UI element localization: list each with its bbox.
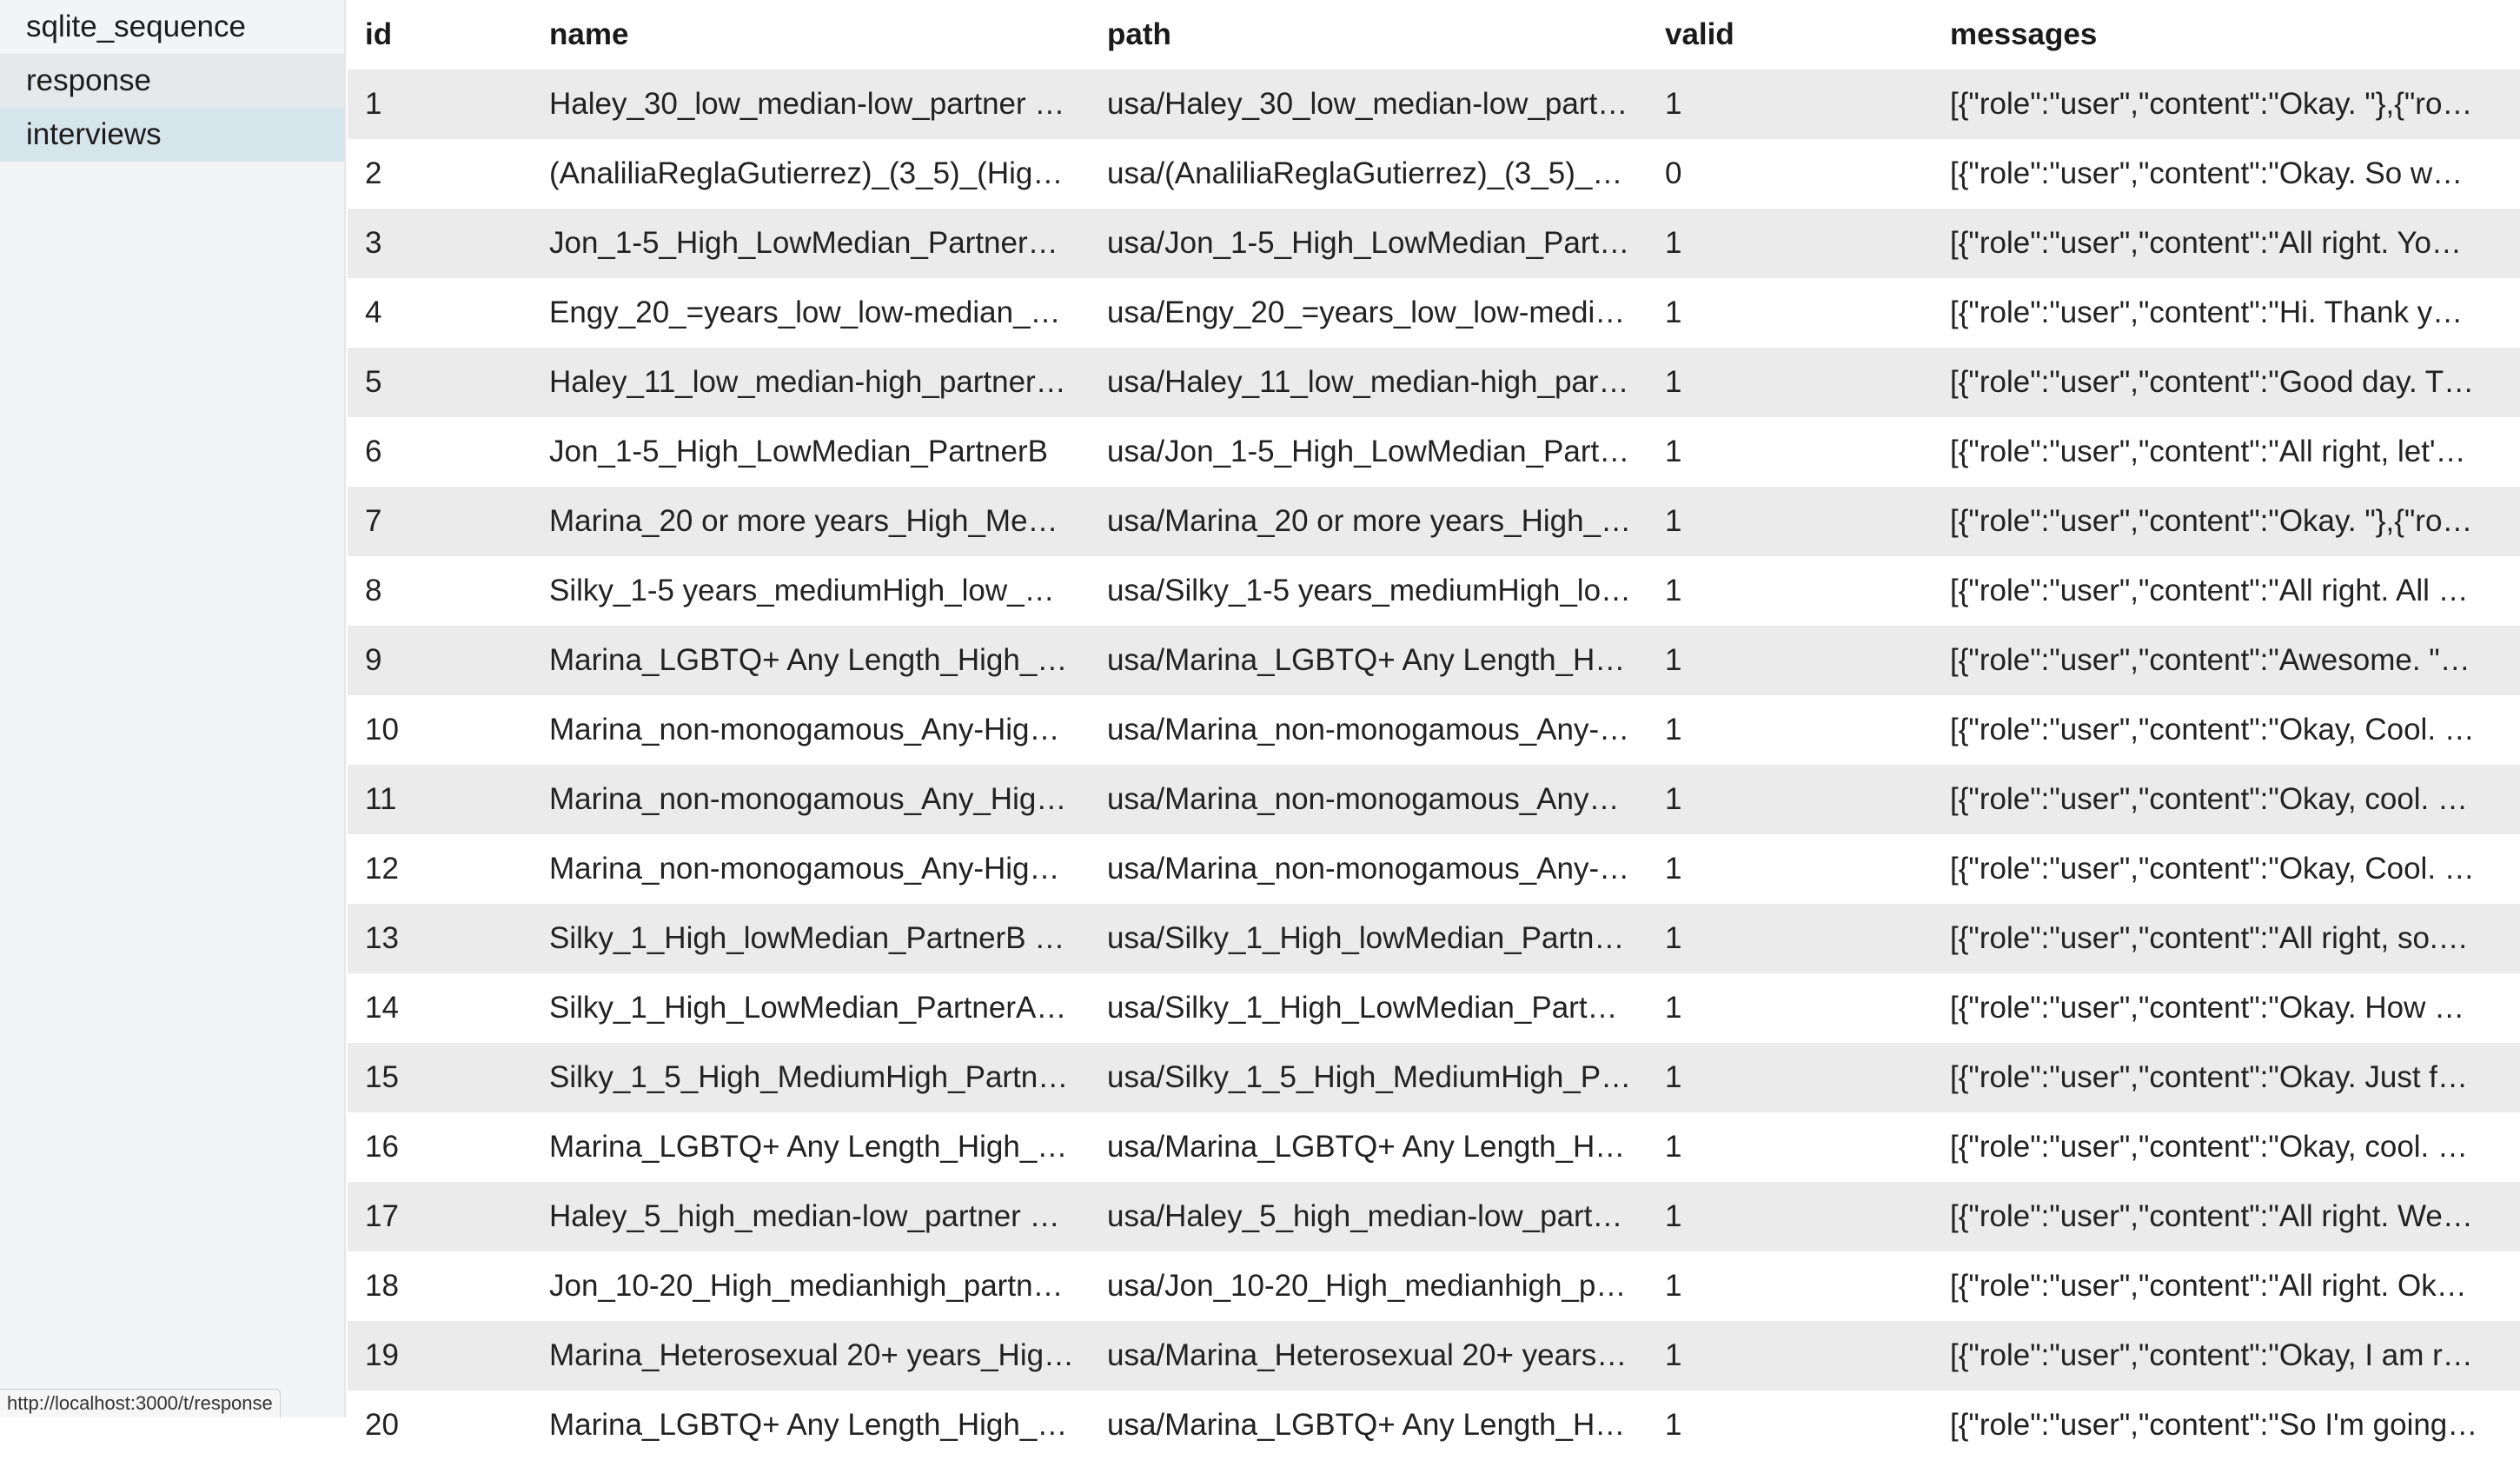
sidebar-item-response[interactable]: response [0, 54, 344, 108]
cell-path[interactable]: usa/Marina_Heterosexual 20+ years… [1090, 1321, 1648, 1390]
table-row[interactable] [348, 1251, 2520, 1321]
sidebar-item-interviews[interactable]: interviews [0, 108, 344, 162]
cell-name[interactable]: Jon_1-5_High_LowMedian_PartnerB [532, 417, 1090, 487]
cell-messages[interactable]: [{"role":"user","content":"Okay. "},{"ro… [1933, 487, 2520, 556]
table-row[interactable] [348, 1112, 2520, 1182]
cell-path[interactable]: usa/Marina_LGBTQ+ Any Length_H… [1090, 626, 1648, 695]
cell-messages[interactable]: [{"role":"user","content":"Good day. T… [1933, 348, 2520, 417]
table-view [348, 0, 2503, 1442]
data-table [348, 0, 2520, 1460]
cell-messages[interactable]: [{"role":"user","content":"All right. Yo… [1933, 209, 2520, 278]
table-row[interactable] [348, 556, 2520, 626]
cell-valid[interactable]: 1 [1648, 1321, 1933, 1390]
cell-name[interactable]: Marina_LGBTQ+ Any Length_High_… [532, 1112, 1090, 1182]
cell-valid[interactable]: 1 [1648, 626, 1933, 695]
cell-name[interactable]: Jon_10-20_High_medianhigh_partn… [532, 1251, 1090, 1321]
cell-path[interactable]: usa/Jon_1-5_High_LowMedian_Part… [1090, 417, 1648, 487]
cell-messages[interactable]: [{"role":"user","content":"All right. All … [1933, 556, 2520, 626]
cell-path[interactable]: usa/Marina_non-monogamous_Any… [1090, 765, 1648, 834]
cell-valid[interactable]: 1 [1648, 1112, 1933, 1182]
table-row[interactable] [348, 487, 2520, 556]
cell-name[interactable]: Silky_1-5 years_mediumHigh_low_… [532, 556, 1090, 626]
table-row[interactable] [348, 765, 2520, 834]
cell-name[interactable]: Marina_Heterosexual 20+ years_Hig… [532, 1321, 1090, 1390]
cell-id[interactable]: 7 [348, 487, 532, 556]
table-row[interactable] [348, 1321, 2520, 1390]
cell-messages[interactable]: [{"role":"user","content":"Awesome. "… [1933, 626, 2520, 695]
cell-valid[interactable]: 1 [1648, 1390, 1933, 1460]
table-row[interactable] [348, 626, 2520, 695]
cell-id[interactable]: 12 [348, 834, 532, 904]
cell-name[interactable]: Haley_30_low_median-low_partner … [532, 70, 1090, 139]
table-row[interactable] [348, 70, 2520, 139]
cell-id[interactable]: 3 [348, 209, 532, 278]
cell-id[interactable]: 5 [348, 348, 532, 417]
table-row[interactable] [348, 695, 2520, 765]
cell-id[interactable]: 11 [348, 765, 532, 834]
cell-name[interactable]: Silky_1_High_LowMedian_PartnerA… [532, 973, 1090, 1043]
column-header-id[interactable]: id [365, 17, 393, 51]
cell-valid[interactable]: 1 [1648, 417, 1933, 487]
cell-path[interactable]: usa/Haley_5_high_median-low_part… [1090, 1182, 1648, 1251]
cell-path[interactable]: usa/Jon_1-5_High_LowMedian_Part… [1090, 209, 1648, 278]
sidebar-item-sqlite-sequence[interactable]: sqlite_sequence [26, 10, 246, 43]
cell-messages[interactable]: [{"role":"user","content":"All right, so.… [1933, 904, 2520, 973]
column-header-messages[interactable]: messages [1950, 17, 2098, 51]
cell-valid[interactable]: 1 [1648, 973, 1933, 1043]
cell-path[interactable]: usa/Engy_20_=years_low_low-medi… [1090, 278, 1648, 348]
column-header-name[interactable]: name [549, 17, 629, 51]
cell-path[interactable]: usa/Silky_1_High_lowMedian_Partn… [1090, 904, 1648, 973]
cell-path[interactable]: usa/Haley_11_low_median-high_par… [1090, 348, 1648, 417]
cell-id[interactable]: 20 [348, 1390, 532, 1460]
cell-path[interactable]: usa/Silky_1_High_LowMedian_Part… [1090, 973, 1648, 1043]
cell-path[interactable]: usa/Silky_1-5 years_mediumHigh_lo… [1090, 556, 1648, 626]
cell-id[interactable]: 19 [348, 1321, 532, 1390]
cell-id[interactable]: 1 [348, 70, 532, 139]
table-row[interactable] [348, 348, 2520, 417]
cell-valid[interactable]: 1 [1648, 695, 1933, 765]
table-row[interactable] [348, 139, 2520, 209]
cell-name[interactable]: Jon_1-5_High_LowMedian_Partner… [532, 209, 1090, 278]
cell-id[interactable]: 4 [348, 278, 532, 348]
cell-name[interactable]: Marina_non-monogamous_Any-Hig… [532, 695, 1090, 765]
cell-messages[interactable]: [{"role":"user","content":"All right. Ok… [1933, 1251, 2520, 1321]
cell-id[interactable]: 15 [348, 1043, 532, 1112]
cell-valid[interactable]: 1 [1648, 834, 1933, 904]
cell-path[interactable]: usa/Haley_30_low_median-low_part… [1090, 70, 1648, 139]
cell-valid[interactable]: 1 [1648, 70, 1933, 139]
table-row[interactable] [348, 1390, 2520, 1460]
cell-name[interactable]: Silky_1_5_High_MediumHigh_Partn… [532, 1043, 1090, 1112]
column-header-valid[interactable]: valid [1665, 17, 1734, 51]
status-bar-url: http://localhost:3000/t/response [0, 1389, 281, 1417]
cell-valid[interactable]: 1 [1648, 765, 1933, 834]
cell-messages[interactable]: [{"role":"user","content":"So I'm going… [1933, 1390, 2520, 1460]
cell-messages[interactable]: [{"role":"user","content":"All right, let'… [1933, 417, 2520, 487]
cell-messages[interactable]: [{"role":"user","content":"Okay, Cool. … [1933, 695, 2520, 765]
cell-id[interactable]: 16 [348, 1112, 532, 1182]
table-row[interactable] [348, 834, 2520, 904]
table-row[interactable] [348, 417, 2520, 487]
cell-valid[interactable]: 1 [1648, 556, 1933, 626]
cell-id[interactable]: 14 [348, 973, 532, 1043]
table-row[interactable] [348, 1043, 2520, 1112]
cell-name[interactable]: Haley_5_high_median-low_partner … [532, 1182, 1090, 1251]
table-header-row [348, 0, 2520, 70]
cell-id[interactable]: 13 [348, 904, 532, 973]
cell-messages[interactable]: [{"role":"user","content":"Okay. So w… [1933, 139, 2520, 209]
cell-valid[interactable]: 1 [1648, 278, 1933, 348]
cell-valid[interactable]: 0 [1648, 139, 1933, 209]
cell-valid[interactable]: 1 [1648, 487, 1933, 556]
cell-messages[interactable]: [{"role":"user","content":"Okay, Cool. … [1933, 834, 2520, 904]
column-header-path[interactable]: path [1107, 17, 1171, 51]
cell-valid[interactable]: 1 [1648, 1182, 1933, 1251]
cell-name[interactable]: Marina_LGBTQ+ Any Length_High_… [532, 1390, 1090, 1460]
cell-id[interactable]: 10 [348, 695, 532, 765]
cell-id[interactable]: 2 [348, 139, 532, 209]
cell-name[interactable]: Marina_non-monogamous_Any-Hig… [532, 834, 1090, 904]
table-row[interactable] [348, 904, 2520, 973]
cell-name[interactable]: Engy_20_=years_low_low-median_… [532, 278, 1090, 348]
cell-messages[interactable]: [{"role":"user","content":"Okay, I am r… [1933, 1321, 2520, 1390]
cell-name[interactable]: Marina_non-monogamous_Any_Hig… [532, 765, 1090, 834]
cell-messages[interactable]: [{"role":"user","content":"Hi. Thank y… [1933, 278, 2520, 348]
table-row[interactable] [348, 973, 2520, 1043]
cell-id[interactable]: 9 [348, 626, 532, 695]
cell-path[interactable]: usa/Jon_10-20_High_medianhigh_p… [1090, 1251, 1648, 1321]
table-row[interactable] [348, 278, 2520, 348]
cell-path[interactable]: usa/Marina_non-monogamous_Any-… [1090, 834, 1648, 904]
cell-name[interactable]: Haley_11_low_median-high_partner… [532, 348, 1090, 417]
cell-valid[interactable]: 1 [1648, 1251, 1933, 1321]
cell-name[interactable]: Silky_1_High_lowMedian_PartnerB … [532, 904, 1090, 973]
cell-valid[interactable]: 1 [1648, 904, 1933, 973]
cell-id[interactable]: 8 [348, 556, 532, 626]
cell-path[interactable]: usa/(AnaliliaReglaGutierrez)_(3_5)_… [1090, 139, 1648, 209]
table-row[interactable] [348, 209, 2520, 278]
cell-messages[interactable]: [{"role":"user","content":"Okay. "},{"ro… [1933, 70, 2520, 139]
cell-messages[interactable]: [{"role":"user","content":"All right. We… [1933, 1182, 2520, 1251]
cell-name[interactable]: Marina_20 or more years_High_Me… [532, 487, 1090, 556]
cell-messages[interactable]: [{"role":"user","content":"Okay. Just f… [1933, 1043, 2520, 1112]
table-row[interactable] [348, 1182, 2520, 1251]
cell-path[interactable]: usa/Marina_non-monogamous_Any-… [1090, 695, 1648, 765]
cell-id[interactable]: 17 [348, 1182, 532, 1251]
cell-path[interactable]: usa/Marina_LGBTQ+ Any Length_H… [1090, 1390, 1648, 1460]
cell-messages[interactable]: [{"role":"user","content":"Okay, cool. … [1933, 765, 2520, 834]
cell-path[interactable]: usa/Marina_20 or more years_High_… [1090, 487, 1648, 556]
cell-id[interactable]: 6 [348, 417, 532, 487]
cell-valid[interactable]: 1 [1648, 348, 1933, 417]
cell-messages[interactable]: [{"role":"user","content":"Okay, cool. … [1933, 1112, 2520, 1182]
cell-path[interactable]: usa/Silky_1_5_High_MediumHigh_P… [1090, 1043, 1648, 1112]
sidebar [0, 0, 346, 1417]
cell-id[interactable]: 18 [348, 1251, 532, 1321]
cell-name[interactable]: Marina_LGBTQ+ Any Length_High_… [532, 626, 1090, 695]
cell-valid[interactable]: 1 [1648, 209, 1933, 278]
cell-valid[interactable]: 1 [1648, 1043, 1933, 1112]
cell-path[interactable]: usa/Marina_LGBTQ+ Any Length_H… [1090, 1112, 1648, 1182]
cell-name[interactable]: (AnaliliaReglaGutierrez)_(3_5)_(Hig… [532, 139, 1090, 209]
table-body [348, 70, 2520, 1460]
cell-messages[interactable]: [{"role":"user","content":"Okay. How … [1933, 973, 2520, 1043]
